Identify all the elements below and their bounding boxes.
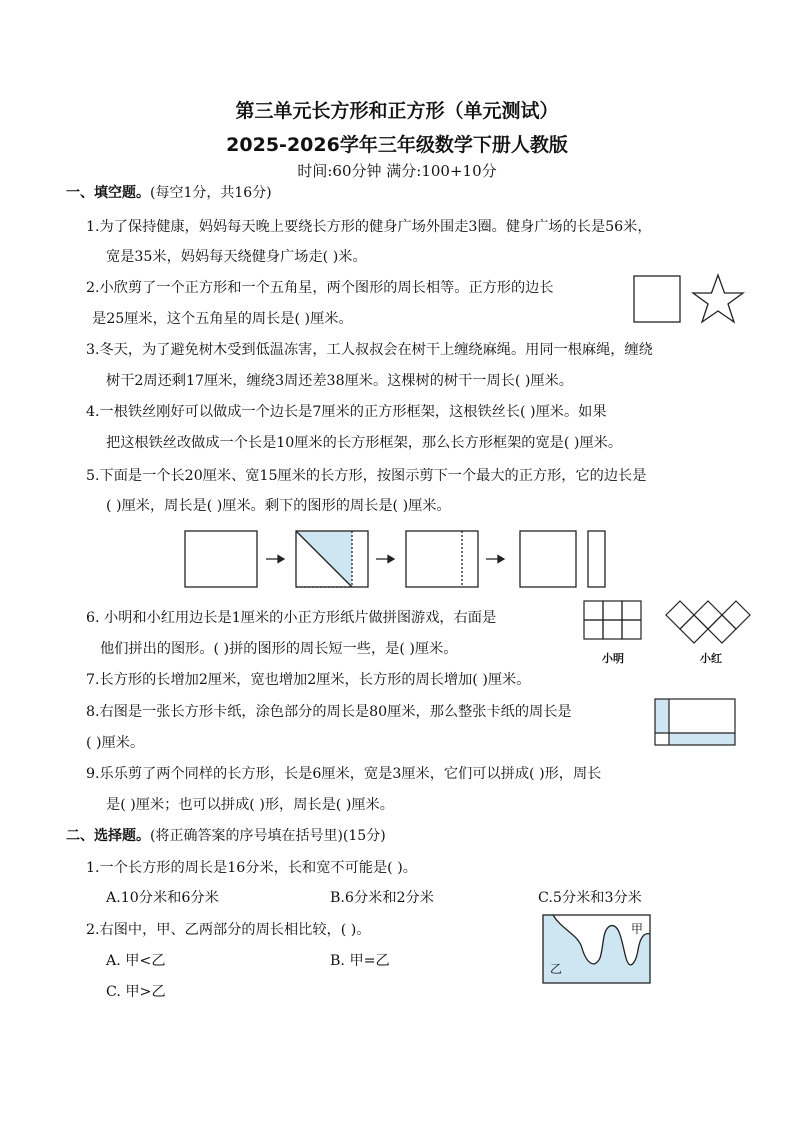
section2-title: 二、选择题。 xyxy=(66,828,150,844)
q8-line2: ( )厘米。 xyxy=(86,735,145,751)
figure-label-yi: 乙 xyxy=(550,962,563,976)
q8-line1: 8.右图是一张长方形卡纸，涂色部分的周长是80厘米，那么整张卡纸的周长是 xyxy=(86,704,572,720)
q3-line2: 树干2周还剩17厘米，缠绕3周还差38厘米。这棵树的树干一周长( )厘米。 xyxy=(106,373,573,389)
s2-q1-option-a: A.10分米和6分米 xyxy=(106,890,219,906)
s2-q2-option-b: B. 甲=乙 xyxy=(330,953,390,969)
exam-meta: 时间:60分钟 满分:100+10分 xyxy=(297,162,497,180)
section1-title: 一、填空题。 xyxy=(66,185,150,201)
q3-line1: 3.冬天，为了避免树木受到低温冻害，工人叔叔会在树干上缠绕麻绳。用同一根麻绳，缠绕 xyxy=(86,342,653,358)
page-title: 第三单元长方形和正方形（单元测试） xyxy=(235,100,559,122)
q9-line2: 是( )厘米；也可以拼成( )形，周长是( )厘米。 xyxy=(106,797,394,813)
q4-line1: 4.一根铁丝刚好可以做成一个边长是7厘米的正方形框架，这根铁丝长( )厘米。如果 xyxy=(86,404,607,420)
q2-line2: 是25厘米，这个五角星的周长是( )厘米。 xyxy=(92,311,353,327)
s2-q2-line: 2.右图中，甲、乙两部分的周长相比较，( )。 xyxy=(86,922,371,938)
section1-heading xyxy=(66,182,272,202)
q2-square-star-figure xyxy=(630,272,746,328)
s2-q2-option-a: A. 甲<乙 xyxy=(106,953,166,969)
q5-line1: 5.下面是一个长20厘米、宽15厘米的长方形，按图示剪下一个最大的正方形，它的边长是 xyxy=(86,468,647,484)
s2-q1-option-c: C.5分米和3分米 xyxy=(538,890,642,906)
q9-line1: 9.乐乐剪了两个同样的长方形，长是6厘米，宽是3厘米，它们可以拼成( )形，周长 xyxy=(86,766,602,782)
q5-line2: ( )厘米，周长是( )厘米。剩下的图形的周长是( )厘米。 xyxy=(106,498,451,514)
q8-card-figure xyxy=(652,696,738,748)
q6-line1: 6. 小明和小红用边长是1厘米的小正方形纸片做拼图游戏，右面是 xyxy=(86,610,497,626)
s2-q1-line: 1.一个长方形的周长是16分米，长和宽不可能是( )。 xyxy=(86,860,417,876)
q1-line2: 宽是35米，妈妈每天绕健身广场走( )米。 xyxy=(106,249,367,265)
q4-line2: 把这根铁丝改做成一个长是10厘米的长方形框架，那么长方形框架的宽是( )厘米。 xyxy=(106,435,623,451)
q6-line2: 他们拼出的图形。( )拼的图形的周长短一些，是( )厘米。 xyxy=(100,641,458,657)
section2-note: (将正确答案的序号填在括号里)(15分) xyxy=(150,828,386,844)
section2-heading xyxy=(66,825,386,845)
s2-q2-option-c: C. 甲>乙 xyxy=(106,984,166,1000)
q1-line1: 1.为了保持健康，妈妈每天晚上要绕长方形的健身广场外围走3圈。健身广场的长是56米， xyxy=(86,219,652,235)
figure-label-jia: 甲 xyxy=(631,922,644,936)
section1-note: (每空1分，共16分) xyxy=(150,185,272,201)
q2-line1: 2.小欣剪了一个正方形和一个五角星，两个图形的周长相等。正方形的边长 xyxy=(86,280,554,296)
page-subtitle: 2025-2026学年三年级数学下册人教版 xyxy=(226,134,568,156)
q6-label-xiaohong: 小红 xyxy=(700,652,722,665)
q7-line: 7.长方形的长增加2厘米，宽也增加2厘米，长方形的周长增加( )厘米。 xyxy=(86,672,531,688)
q5-cutting-diagram xyxy=(180,528,612,590)
q6-label-xiaoming: 小明 xyxy=(602,652,624,665)
s2-q1-option-b: B.6分米和2分米 xyxy=(330,890,434,906)
